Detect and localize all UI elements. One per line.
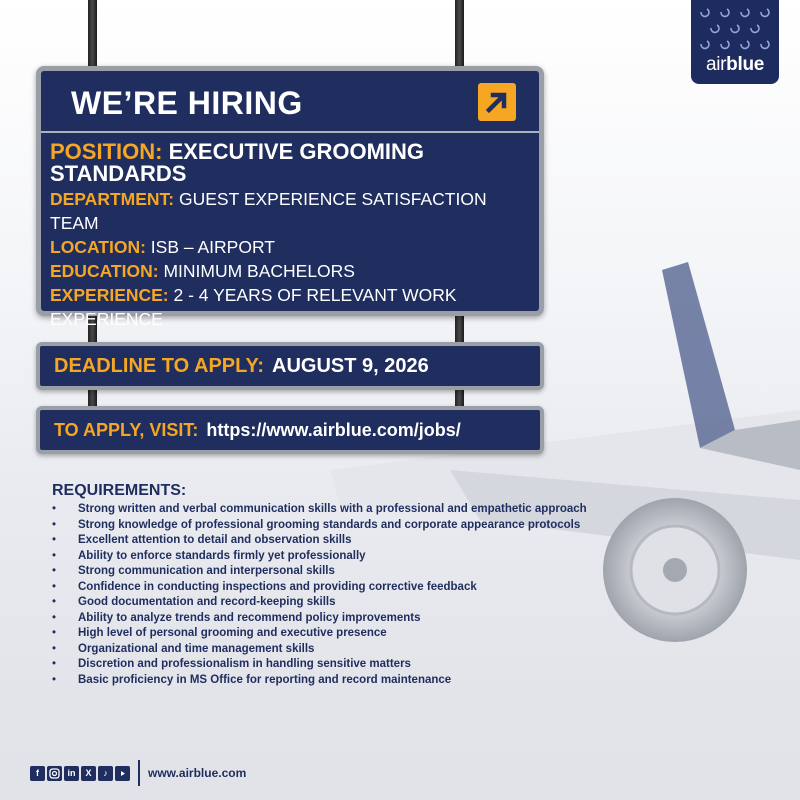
list-item: • Strong knowledge of professional grooming standards and corporate appearance protocols [52, 518, 652, 534]
requirements-section [52, 482, 652, 688]
list-item: • Ability to analyze trends and recommend policy improvements [52, 611, 652, 627]
list-item: • High level of personal grooming and executive presence [52, 626, 652, 642]
list-item: • Organizational and time management skills [52, 642, 652, 658]
education-value: MINIMUM BACHELORS [163, 261, 355, 281]
deadline-value: AUGUST 9, 2026 [272, 354, 429, 377]
education-row [50, 259, 533, 283]
sign-post-left [88, 0, 97, 66]
list-item: • Basic proficiency in MS Office for reporting and record maintenance [52, 673, 652, 689]
experience-value: 2 - 4 YEARS OF RELEVANT WORK EXPERIENCE [50, 285, 457, 329]
apply-bar [36, 406, 544, 454]
location-value: ISB – AIRPORT [150, 237, 275, 257]
list-item: • Good documentation and record-keeping skills [52, 595, 652, 611]
linkedin-icon[interactable]: in [64, 766, 79, 781]
job-details [50, 141, 533, 331]
footer-divider [138, 760, 140, 786]
instagram-icon[interactable] [47, 766, 62, 781]
requirements-title: REQUIREMENTS: [52, 482, 187, 499]
airblue-logo [691, 0, 779, 84]
facebook-icon[interactable]: f [30, 766, 45, 781]
experience-label: EXPERIENCE: [50, 285, 169, 305]
arrow-up-right-icon [478, 83, 516, 121]
logo-crescent-pattern-icon [691, 0, 779, 56]
footer [30, 760, 246, 786]
experience-row [50, 283, 533, 331]
education-label: EDUCATION: [50, 261, 159, 281]
requirements-list [52, 502, 652, 688]
list-item: • Discretion and professionalism in handling sensitive matters [52, 657, 652, 673]
apply-link[interactable]: https://www.airblue.com/jobs/ [206, 419, 461, 440]
youtube-icon[interactable] [115, 766, 130, 781]
apply-label: TO APPLY, VISIT: [54, 419, 199, 440]
list-item: • Confidence in conducting inspections and providing corrective feedback [52, 580, 652, 596]
list-item: • Ability to enforce standards firmly yet professionally [52, 549, 652, 565]
list-item: • Excellent attention to detail and observation skills [52, 533, 652, 549]
deadline-label: DEADLINE TO APPLY: [54, 354, 265, 377]
hiring-title: WE’RE HIRING [71, 85, 303, 121]
logo-wordmark: airblue [705, 54, 765, 75]
tiktok-icon[interactable]: ♪ [98, 766, 113, 781]
position-label: POSITION: [50, 139, 163, 164]
sign-post-right [455, 0, 464, 66]
department-label: DEPARTMENT: [50, 189, 175, 209]
department-row [50, 187, 533, 235]
hiring-board [36, 66, 544, 329]
department-value: GUEST EXPERIENCE SATISFACTION TEAM [50, 189, 487, 233]
position-row [50, 141, 533, 185]
list-item: • Strong communication and interpersonal skills [52, 564, 652, 580]
location-row [50, 235, 533, 259]
deadline-bar [36, 342, 544, 390]
location-label: LOCATION: [50, 237, 146, 257]
x-icon[interactable]: X [81, 766, 96, 781]
position-value: EXECUTIVE GROOMING STANDARDS [50, 139, 425, 186]
list-item: • Strong written and verbal communication skills with a professional and empathetic approach [52, 502, 652, 518]
website-link[interactable]: www.airblue.com [148, 766, 247, 780]
board-header [41, 71, 539, 133]
